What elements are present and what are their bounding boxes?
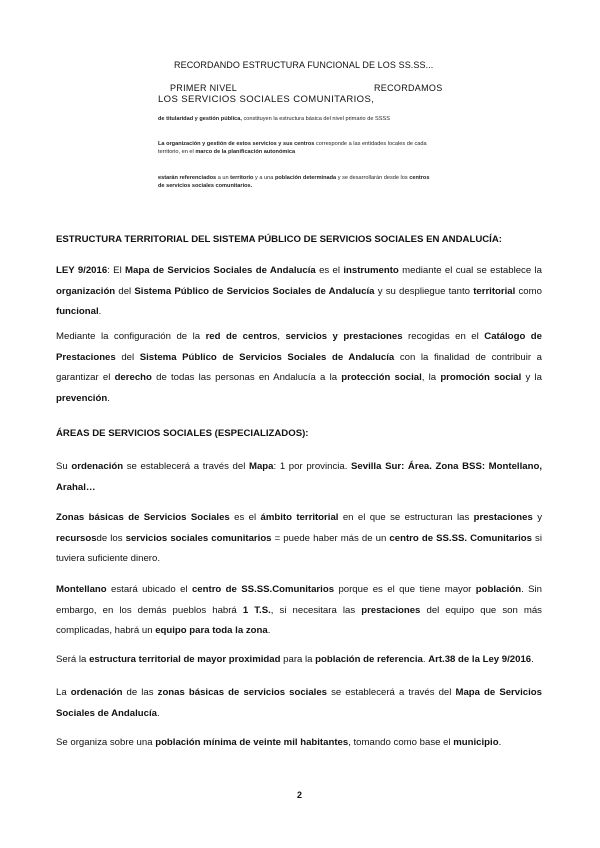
page-number: 2 [297,790,303,800]
slide-paragraph-2: La organización y gestión de estos servicios y sus centros corresponde a las entidades locales de cada territorio, en el marco de la planificación autonómica [158,141,427,155]
paragraph-poblacion-minima: Se organiza sobre una población mínima de veinte mil habitantes, tomando como base el municipio. [56,737,502,748]
page-title: RECORDANDO ESTRUCTURA FUNCIONAL DE LOS SS.SS... [174,60,434,70]
slide-image [152,78,443,218]
paragraph-ordenacion-zonas: La ordenación de las zonas básicas de servicios sociales se establecerá a través del Mapa de Servicios Sociales de Andalucía. [56,687,542,719]
paragraph-configuracion: Mediante la configuración de la red de centros, servicios y prestaciones recogidas en el Catálogo de Prestaciones del Sistema Público de Servicios Sociales de Andalucía con la finalidad de contribuir a garantizar el derecho de todas las personas en Andalucía a la protección social, la promoción social y la prevención. [56,331,542,404]
slide-paragraph-1: de titularidad y gestión pública, constituyen la estructura básica del nivel primario de SSSS [158,116,390,122]
slide-recordamos: RECORDAMOS [374,83,443,93]
paragraph-estructura-proximidad: Será la estructura territorial de mayor proximidad para la población de referencia. Art.38 de la Ley 9/2016. [56,654,534,665]
slide-heading: LOS SERVICIOS SOCIALES COMUNITARIOS, [158,94,375,105]
heading-estructura-territorial: ESTRUCTURA TERRITORIAL DEL SISTEMA PÚBLICO DE SERVICIOS SOCIALES EN ANDALUCÍA: [56,234,502,245]
slide-paragraph-3: estarán referenciados a un territorio y a una población determinada y se desarrollarán desde los centros de servicios sociales comunitarios. [158,175,430,189]
heading-areas: ÁREAS DE SERVICIOS SOCIALES (ESPECIALIZADOS): [56,428,309,439]
slide-level: PRIMER NIVEL [170,83,238,93]
paragraph-montellano: Montellano estará ubicado el centro de SS.SS.Comunitarios porque es el que tiene mayor población. Sin embargo, en los demás pueblos habrá 1 T.S., si necesitara las prestaciones del equipo que son más complicadas, habrá un equipo para toda la zona. [56,584,543,636]
paragraph-ley: LEY 9/2016: El Mapa de Servicios Sociales de Andalucía es el instrumento mediante el cual se establece la organización del Sistema Público de Servicios Sociales de Andalucía y su despliegue tanto territorial como funcional. [56,265,542,317]
paragraph-ordenacion: Su ordenación se establecerá a través del Mapa: 1 por provincia. Sevilla Sur: Área. Zona BSS: Montellano, Arahal… [56,461,542,493]
paragraph-zonas-basicas: Zonas básicas de Servicios Sociales es el ámbito territorial en el que se estructuran las prestaciones y recursosde los servicios sociales comunitarios = puede haber más de un centro de SS.SS. Comunitarios si tuviera suficiente dinero. [56,512,543,564]
